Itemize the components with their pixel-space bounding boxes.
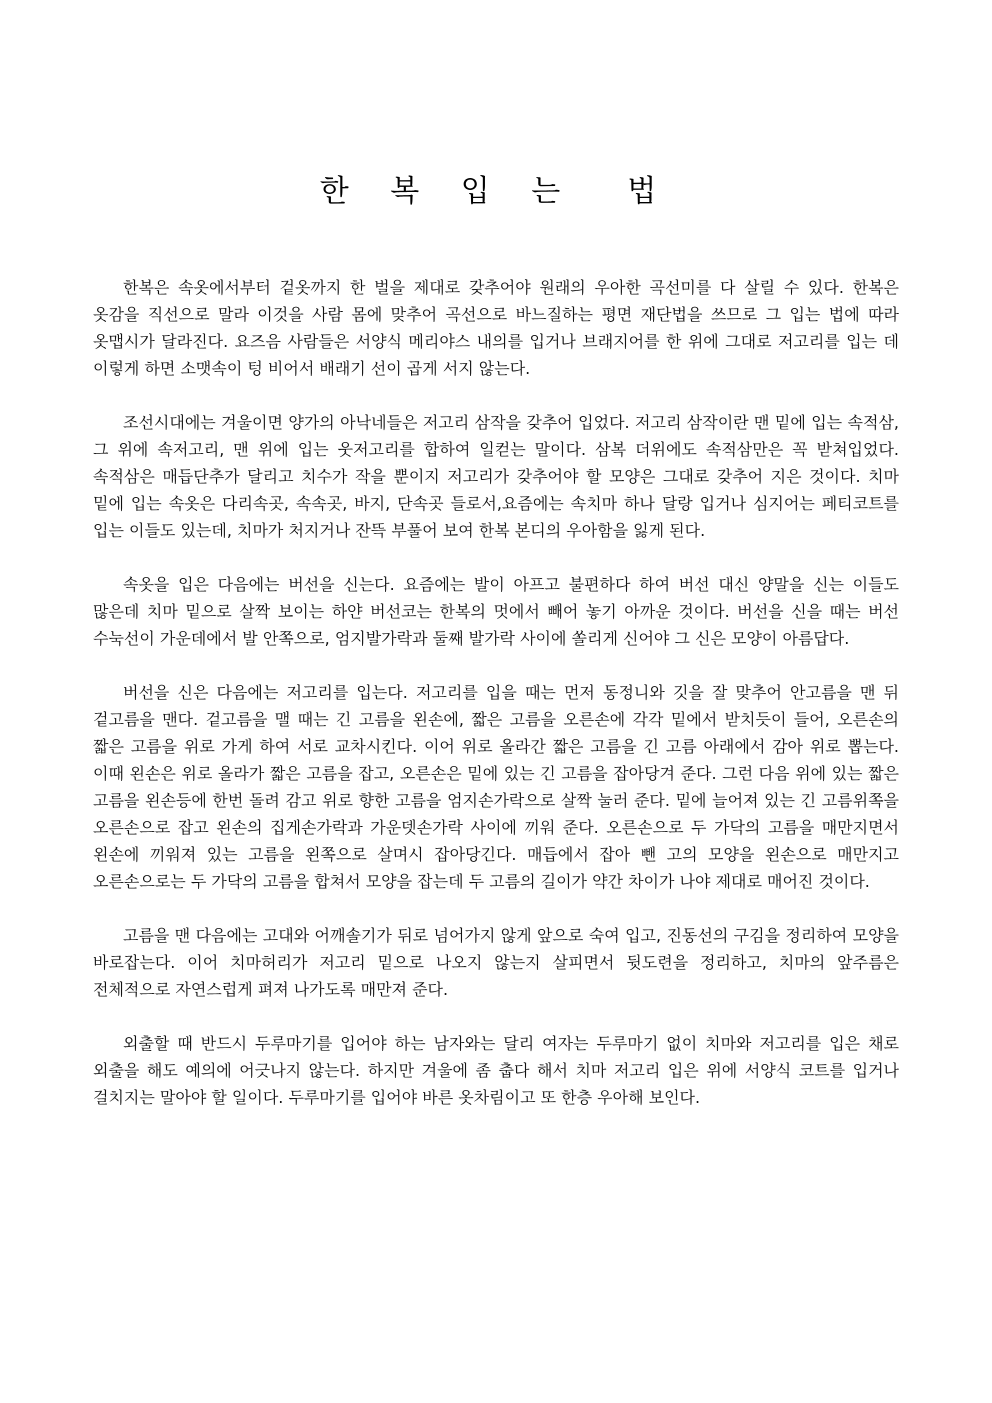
paragraph-3: 속옷을 입은 다음에는 버선을 신는다. 요즘에는 발이 아프고 불편하다 하여 버선 대신 양말을 신는 이들도 많은데 치마 밑으로 살짝 보이는 하얀 버선코는 한복의 멋에서 빼어 놓기 아까운 것이다. 버선을 신을 때는 버선 수눅선이 가운데에서 발 안쪽으로, 엄지발가락과 둘째 발가락 사이에 쏠리게 신어야 그 신은 모양이 아름답다. xyxy=(93,575,899,648)
document-title: 한 복 입 는 법 xyxy=(319,174,673,209)
document-body xyxy=(93,274,899,1138)
paragraph-1: 한복은 속옷에서부터 겉옷까지 한 벌을 제대로 갖추어야 원래의 우아한 곡선미를 다 살릴 수 있다. 한복은 옷감을 직선으로 말라 이것을 사람 몸에 맞추어 곡선으로 바느질하는 평면 재단법을 쓰므로 그 입는 법에 따라 옷맵시가 달라진다. 요즈음 사람들은 서양식 메리야스 내의를 입거나 브래지어를 한 위에 그대로 저고리를 입는 데 이렇게 하면 소맷속이 텅 비어서 배래기 선이 곱게 서지 않는다. xyxy=(93,278,899,378)
paragraph-6: 외출할 때 반드시 두루마기를 입어야 하는 남자와는 달리 여자는 두루마기 없이 치마와 저고리를 입은 채로 외출을 해도 예의에 어긋나지 않는다. 하지만 겨울에 좀 춥다 해서 치마 저고리 입은 위에 서양식 코트를 입거나 걸치지는 말아야 할 일이다. 두루마기를 입어야 바른 옷차림이고 또 한층 우아해 보인다. xyxy=(93,1034,899,1107)
paragraph-2: 조선시대에는 겨울이면 양가의 아낙네들은 저고리 삼작을 갖추어 입었다. 저고리 삼작이란 맨 밑에 입는 속적삼, 그 위에 속저고리, 맨 위에 입는 웃저고리를 합하여 일컫는 말이다. 삼복 더위에도 속적삼만은 꼭 받쳐입었다. 속적삼은 매듭단추가 달리고 치수가 작을 뿐이지 저고리가 갖추어야 할 모양은 그대로 갖추어 지은 것이다. 치마 밑에 입는 속옷은 다리속곳, 속속곳, 바지, 단속곳 들로서,요즘에는 속치마 하나 달랑 입거나 심지어는 페티코트를 입는 이들도 있는데, 치마가 처지거나 잔뜩 부풀어 보여 한복 본디의 우아함을 잃게 된다. xyxy=(93,413,899,540)
paragraph-5: 고름을 맨 다음에는 고대와 어깨솔기가 뒤로 넘어가지 않게 앞으로 숙여 입고, 진동선의 구김을 정리하여 모양을 바로잡는다. 이어 치마허리가 저고리 밑으로 나오지 않는지 살피면서 뒷도련을 정리하고, 치마의 앞주름은 전체적으로 자연스럽게 펴져 나가도록 매만져 준다. xyxy=(93,926,899,999)
paragraph-4: 버선을 신은 다음에는 저고리를 입는다. 저고리를 입을 때는 먼저 동정니와 깃을 잘 맞추어 안고름을 맨 뒤 겉고름을 맨다. 겉고름을 맬 때는 긴 고름을 왼손에, 짧은 고름을 오른손에 각각 밑에서 받치듯이 들어, 오른손의 짧은 고름을 위로 가게 하여 서로 교차시킨다. 이어 위로 올라간 짧은 고름을 긴 고름 아래에서 감아 위로 뽑는다. 이때 왼손은 위로 올라가 짧은 고름을 잡고, 오른손은 밑에 있는 긴 고름을 잡아당겨 준다. 그런 다음 위에 있는 짧은 고름을 왼손등에 한번 돌려 감고 위로 향한 고름을 엄지손가락으로 살짝 눌러 준다. 밑에 늘어져 있는 긴 고름위쪽을 오른손으로 잡고 왼손의 집게손가락과 가운뎃손가락 사이에 끼워 준다. 오른손으로 두 가닥의 고름을 매만지면서 왼손에 끼워져 있는 고름을 왼쪽으로 살며시 잡아당긴다. 매듭에서 잡아 뺀 고의 모양을 왼손으로 매만지고 오른손으로는 두 가닥의 고름을 합쳐서 모양을 잡는데 두 고름의 길이가 약간 차이가 나야 제대로 매어진 것이다. xyxy=(93,683,899,891)
